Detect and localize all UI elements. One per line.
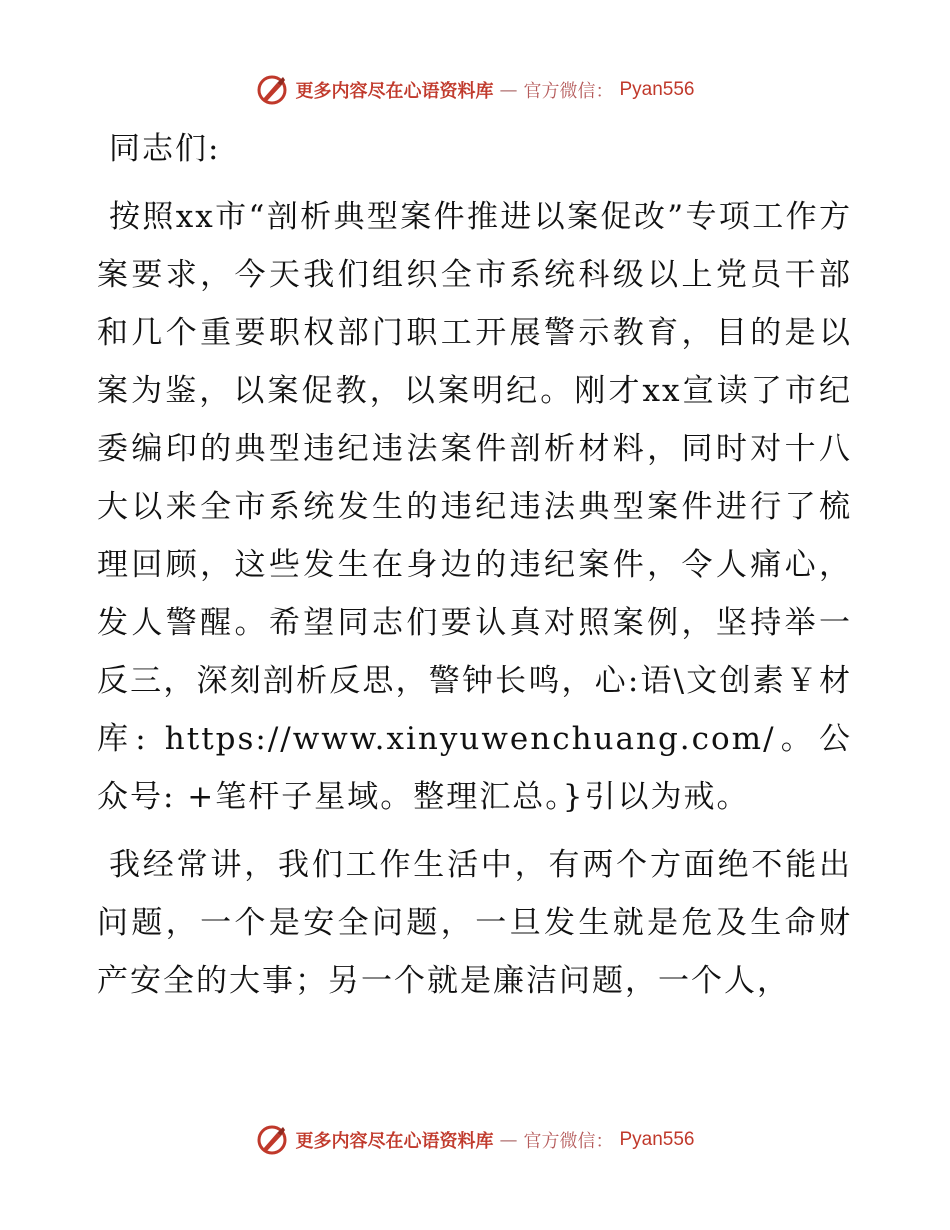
wechat-id: Pyan556	[619, 79, 695, 100]
brand-watermark	[255, 1123, 694, 1157]
wechat-label: 官方微信：	[523, 81, 614, 102]
pen-logo-icon	[255, 73, 289, 107]
wechat-id: Pyan556	[619, 1129, 695, 1150]
document-body	[97, 120, 852, 1020]
page-footer	[0, 1120, 950, 1160]
page-header	[0, 70, 950, 110]
brand-text: 更多内容尽在心语资料库	[295, 81, 494, 102]
paragraph-2: 我经常讲，我们工作生活中，有两个方面绝不能出问题，一个是安全问题，一旦发生就是危及生命财产安全的大事；另一个就是廉洁问题，一个人，	[97, 847, 852, 999]
brand-text: 更多内容尽在心语资料库	[295, 1131, 494, 1152]
salutation: 同志们:	[109, 131, 221, 167]
brand-dash: —	[499, 1129, 518, 1151]
brand-watermark	[255, 73, 694, 107]
brand-dash: —	[499, 79, 518, 101]
pen-logo-icon	[255, 1123, 289, 1157]
paragraph-1: 按照xx市“剖析典型案件推进以案促改”专项工作方案要求，今天我们组织全市系统科级以上党员干部和几个重要职权部门职工开展警示教育，目的是以案为鉴，以案促教，以案明纪。刚才xx宣读了市纪委编印的典型违纪违法案件剖析材料，同时对十八大以来全市系统发生的违纪违法典型案件进行了梳理回顾，这些发生在身边的违纪案件，令人痛心，发人警醒。希望同志们要认真对照案例，坚持举一反三，深刻剖析反思，警钟长鸣，心:语\文创素￥材库: https://www.xinyuwenchuang.com/。公众号: +笔杆子星域。整理汇总。}引以为戒。	[97, 199, 852, 815]
wechat-label: 官方微信：	[523, 1131, 614, 1152]
